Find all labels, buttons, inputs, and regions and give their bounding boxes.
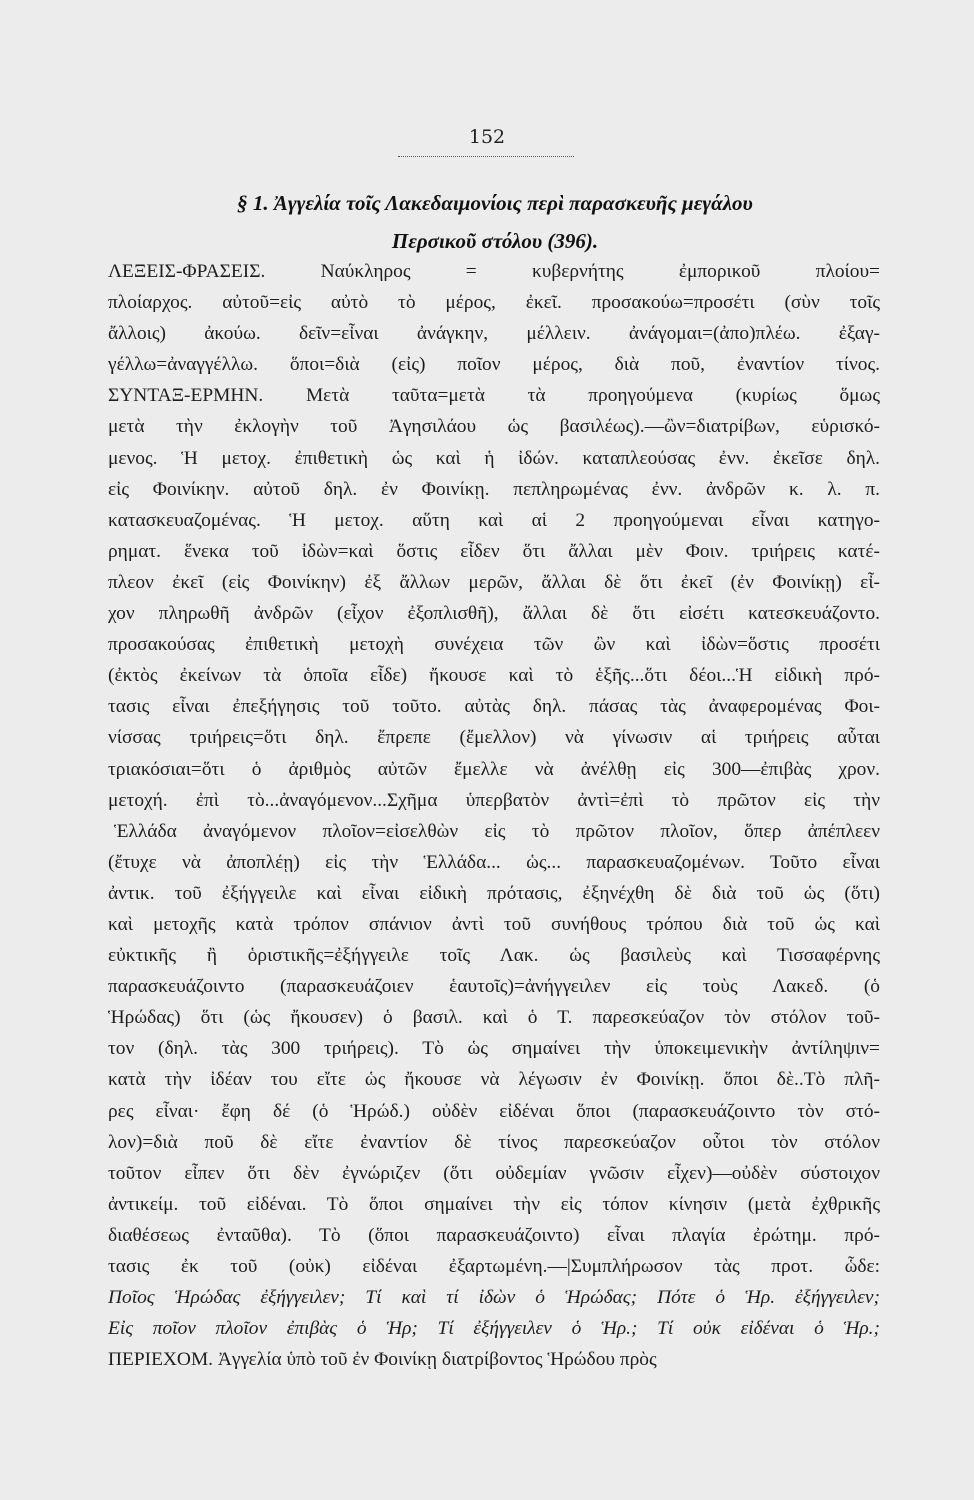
text-line: διαθέσεως ἐνταῦθα). Τὸ (ὅποι παρασκευάζοιντο) εἶναι πλαγία ἐρώτημ. πρό- [108, 1224, 880, 1246]
text-line: (ἔτυχε νὰ ἀποπλέῃ) εἰς τὴν Ἑλλάδα... ὡς... παρασκευαζομένων. Τοῦτο εἶναι [108, 851, 880, 873]
text-line: Ἡρώδας) ὅτι (ὡς ἤκουσεν) ὁ βασιλ. καὶ ὁ Τ. παρεσκεύαζον τὸν στόλον τοῦ- [108, 1007, 880, 1029]
text-line: ἄλλοις) ἀκούω. δεῖν=εἶναι ἀνάγκην, μέλλειν. ἀνάγομαι=(ἀπο)πλέω. ἐξαγ- [108, 323, 880, 345]
text-line: εἰς Φοινίκην. αὐτοῦ δηλ. ἐν Φοινίκῃ. πεπληρωμένας ἐνν. ἀνδρῶν κ. λ. π. [108, 478, 880, 500]
text-line: παρασκευάζοιντο (παρασκευάζοιεν ἑαυτοῖς)=ἀνήγγειλεν εἰς τοὺς Λακεδ. (ὁ [108, 976, 880, 998]
section-heading-line-1: § 1. Ἀγγελία τοῖς Λακεδαιμονίοις περὶ παρασκευῆς μεγάλου [237, 191, 753, 215]
text-line: πλοίαρχος. αὐτοῦ=εἰς αὐτὸ τὸ μέρος, ἐκεῖ. προσακούω=προσέτι (σὺν τοῖς [108, 292, 880, 314]
text-line: μενος. Ἡ μετοχ. ἐπιθετικὴ ὡς καὶ ἡ ἰδών. καταπλεούσας ἐνν. ἐκεῖσε δηλ. [108, 447, 880, 469]
text-line: ρες εἶναι· ἔφη δέ (ὁ Ἡρώδ.) οὐδὲν εἰδέναι ὅποι (παρασκευάζοιντο τὸν στό- [108, 1100, 880, 1122]
page-number: 152 [468, 126, 506, 148]
text-line: τασις εἶναι ἐπεξήγησις τοῦ τοῦτο. αὐτὰς δηλ. πάσας τὰς ἀναφερομένας Φοι- [108, 696, 880, 718]
text-line: λον)=διὰ ποῦ δὲ εἴτε ἐναντίον δὲ τίνος παρεσκεύαζον οὗτοι τὸν στόλον [108, 1131, 880, 1153]
question-line: Εἰς ποῖον πλοῖον ἐπιβὰς ὁ Ἡρ; Τί ἐξήγγειλεν ὁ Ἡρ.; Τί οὐκ εἰδέναι ὁ Ἡρ.; [108, 1318, 880, 1340]
text-line: ΠΕΡΙΕΧΟΜ. Ἀγγελία ὑπὸ τοῦ ἐν Φοινίκῃ διατρίβοντος Ἡρώδου πρὸς [108, 1349, 657, 1371]
text-line: πλεον ἐκεῖ (εἰς Φοινίκην) ἐξ ἄλλων μερῶν, ἄλλαι δὲ ὅτι ἐκεῖ (ἐν Φοινίκῃ) εἶ- [108, 571, 880, 593]
text-line: τον (δηλ. τὰς 300 τριήρεις). Τὸ ὡς σημαίνει τὴν ὑποκειμενικὴν ἀντίληψιν= [108, 1038, 880, 1060]
text-line: ἀντικ. τοῦ ἐξήγγειλε καὶ εἶναι εἰδικὴ πρότασις, ἐξηνέχθη δὲ διὰ τοῦ ὡς (ὅτι) [108, 882, 880, 904]
text-line: προσακούσας ἐπιθετικὴ μετοχὴ συνέχεια τῶν ὢν καὶ ἰδὼν=ὅστις προσέτι [108, 634, 880, 656]
text-line: νίσσας τριήρεις=ὅτι δηλ. ἔπρεπε (ἔμελλον) νὰ γίνωσιν αἱ τριήρεις αὗται [108, 727, 880, 749]
question-line: Ποῖος Ἡρώδας ἐξήγγειλεν; Τί καὶ τί ἰδὼν ὁ Ἡρώδας; Πότε ὁ Ἡρ. ἐξήγγειλεν; [108, 1287, 880, 1309]
text-line: τοῦτον εἶπεν ὅτι δὲν ἐγνώριζεν (ὅτι οὐδεμίαν γνῶσιν εἶχεν)—οὐδὲν σύστοιχον [108, 1162, 880, 1184]
section-heading-line-2: Περσικοῦ στόλου (396). [391, 229, 599, 253]
section-heading [110, 184, 880, 260]
text-line: μετοχή. ἐπὶ τὸ...ἀναγόμενον...Σχῆμα ὑπερβατὸν ἀντὶ=ἐπὶ τὸ πρῶτον εἰς τὴν [108, 789, 880, 811]
text-line: χον πληρωθῆ ἀνδρῶν (εἶχον ἐξοπλισθῆ), ἄλλαι δὲ ὅτι εἰσέτι κατεσκευάζοντο. [108, 603, 880, 625]
text-line: τασις ἐκ τοῦ (οὐκ) εἰδέναι ἐξαρτωμένη.—|Συμπλήρωσον τὰς προτ. ὧδε: [108, 1256, 880, 1277]
text-line: ἀντικείμ. τοῦ εἰδέναι. Τὸ ὅποι σημαίνει τὴν εἰς τόπον κίνησιν (μετὰ ἐχθρικῆς [108, 1193, 880, 1215]
text-line: γέλλω=ἀναγγέλλω. ὅποι=διὰ (εἰς) ποῖον μέρος, διὰ ποῦ, ἐναντίον τίνος. [108, 354, 880, 376]
text-line: (ἐκτὸς ἐκείνων τὰ ὁποῖα εἶδε) ἤκουσε καὶ τὸ ἑξῆς...ὅτι δέοι...Ἡ εἰδικὴ πρό- [108, 665, 880, 687]
text-line: μετὰ τὴν ἐκλογὴν τοῦ Ἀγησιλάου ὡς βασιλέως).—ὢν=διατρίβων, εὑρισκό- [108, 416, 880, 438]
text-line: εὐκτικῆς ἢ ὁριστικῆς=ἐξήγγειλε τοῖς Λακ. ὡς βασιλεὺς καὶ Τισσαφέρνης [108, 945, 880, 967]
commentary-body [108, 256, 880, 1375]
text-line: ΣΥΝΤΑΞ-ΕΡΜΗΝ. Μετὰ ταῦτα=μετὰ τὰ προηγούμενα (κυρίως ὅμως [108, 385, 880, 407]
text-line: Ἑλλάδα ἀναγόμενον πλοῖον=εἰσελθὼν εἰς τὸ πρῶτον πλοῖον, ὅπερ ἀπέπλεεν [114, 820, 880, 842]
text-line: ΛΕΞΕΙΣ-ΦΡΑΣΕΙΣ. Ναύκληρος = κυβερνήτης ἐμπορικοῦ πλοίου= [108, 261, 880, 282]
text-line: κατασκευαζομένας. Ἡ μετοχ. αὕτη καὶ αἱ 2 προηγούμεναι εἶναι κατηγο- [108, 509, 880, 531]
text-line: ρηματ. ἕνεκα τοῦ ἰδὼν=καὶ ὅστις εἶδεν ὅτι ἄλλαι μὲν Φοιν. τριήρεις κατέ- [108, 540, 880, 562]
text-line: κατὰ τὴν ἰδέαν του εἴτε ὡς ἤκουσε νὰ λέγωσιν ἐν Φοινίκῃ. ὅποι δὲ..Τὸ πλῆ- [108, 1069, 880, 1091]
text-line: καὶ μετοχῆς κατὰ τρόπον σπάνιον ἀντὶ τοῦ συνήθους τρόπου διὰ τοῦ ὡς καὶ [108, 913, 880, 935]
page-number-rule [398, 156, 574, 157]
text-line: τριακόσιαι=ὅτι ὁ ἀριθμὸς αὐτῶν ἔμελλε νὰ ἀνέλθῃ εἰς 300—ἐπιβὰς χρον. [108, 758, 880, 780]
